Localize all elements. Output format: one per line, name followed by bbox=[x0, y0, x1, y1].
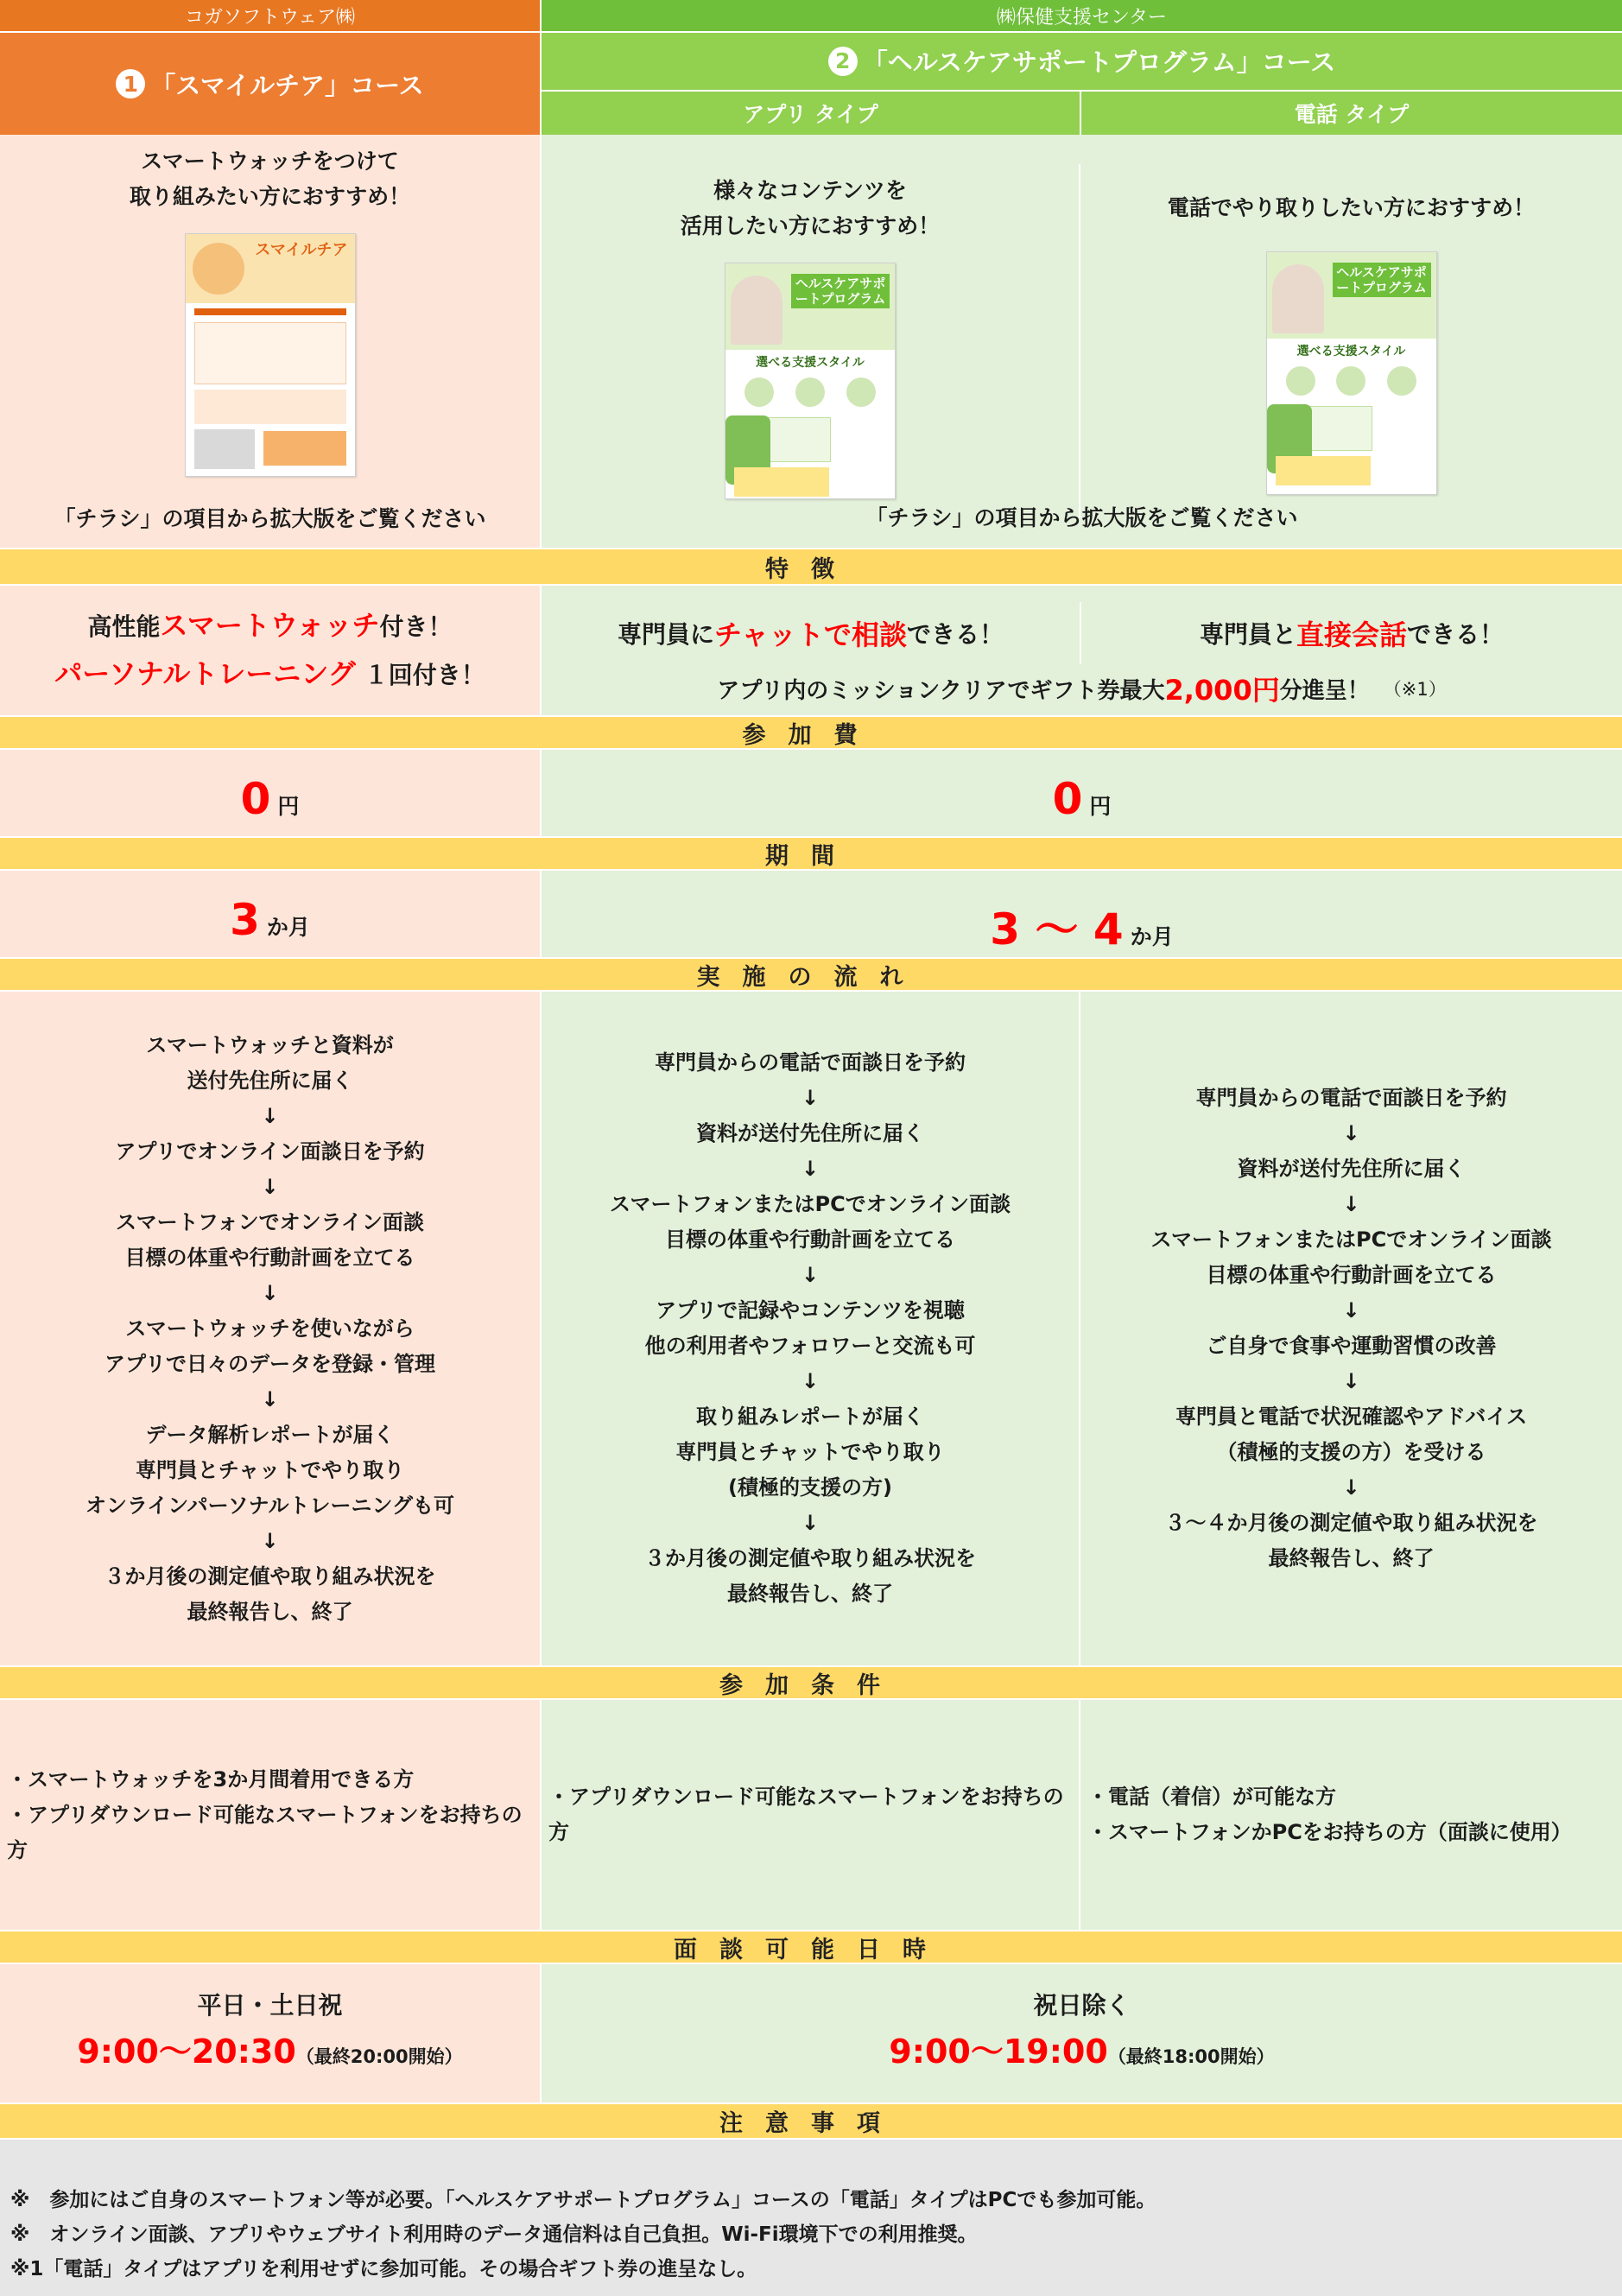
period-c2-value: 3 ～ 4 bbox=[990, 904, 1124, 955]
flow-step: 最終報告し、終了 bbox=[187, 1599, 353, 1624]
fee-c1-value: 0 bbox=[240, 774, 271, 824]
feature-c1-line1 bbox=[87, 602, 452, 650]
condition-item: ・アプリダウンロード可能なスマートフォンをお持ちの方 bbox=[548, 1785, 1064, 1844]
flyer-note-course1: 「チラシ」の項目から拡大版をご覧ください bbox=[54, 506, 486, 531]
flyer3-photo bbox=[1272, 264, 1324, 333]
flyer1-header bbox=[186, 234, 355, 303]
note-item: ※1「電話」タイプはアプリを利用せずに参加可能。その場合ギフト券の進呈なし。 bbox=[10, 2258, 757, 2280]
flow-arrow: ↓ bbox=[1342, 1121, 1360, 1145]
flow-step: 資料が送付先住所に届く bbox=[696, 1121, 924, 1145]
note-item: ※ 参加にはご自身のスマートフォン等が必要。「ヘルスケアサポートプログラム」コースの「電話」タイプはPCでも参加可能。 bbox=[10, 2189, 1156, 2211]
provider-header-row bbox=[0, 0, 1622, 31]
feature-c1-l2-post: １回付き！ bbox=[364, 661, 485, 689]
flyer3-avatar-3 bbox=[1387, 366, 1416, 396]
conditions-app-type bbox=[542, 1700, 1080, 1930]
course2-title-bar bbox=[542, 33, 1622, 90]
flyer1-title: スマイルチア bbox=[255, 241, 348, 259]
type-subheader bbox=[542, 90, 1622, 135]
flow-step: データ解析レポートが届く bbox=[145, 1422, 395, 1447]
feature-c3-post: できる！ bbox=[1407, 620, 1505, 649]
features-row bbox=[0, 586, 1622, 715]
flyer2-avatar-1 bbox=[744, 377, 774, 407]
flyer2-avatar-2 bbox=[795, 377, 825, 407]
flyer2-photo bbox=[731, 276, 782, 345]
course1-title-cell bbox=[0, 31, 542, 135]
flow-step: 最終報告し、終了 bbox=[1268, 1546, 1435, 1570]
feature-c1-l2-highlight: パーソナルトレーニング bbox=[54, 657, 356, 690]
flow-arrow: ↓ bbox=[261, 1528, 279, 1553]
feature-gift-post: 分進呈！ bbox=[1279, 677, 1370, 704]
flow-arrow: ↓ bbox=[261, 1280, 279, 1305]
intro-row bbox=[0, 135, 1622, 548]
feature-c2-highlight: チャットで相談 bbox=[713, 618, 908, 651]
flow-list-phone bbox=[1150, 1081, 1551, 1576]
flow-step: 目標の体重や行動計画を立てる bbox=[1206, 1263, 1497, 1287]
intro-c1-line1: スマートウォッチをつけて bbox=[141, 149, 399, 174]
flow-step: 取り組みレポートが届く bbox=[696, 1405, 924, 1429]
flow-list-course1 bbox=[86, 1028, 454, 1630]
feature-gift-note: （※1） bbox=[1383, 679, 1447, 700]
conditions-row bbox=[0, 1700, 1622, 1930]
hours-row bbox=[0, 1964, 1622, 2103]
flow-step: オンラインパーソナルトレーニングも可 bbox=[86, 1493, 454, 1518]
feature-c1-l1-highlight: スマートウォッチ bbox=[160, 609, 380, 642]
conditions-list-app bbox=[548, 1779, 1079, 1850]
flow-step: 専門員とチャットでやり取り bbox=[135, 1457, 405, 1482]
condition-item: ・スマートフォンかPCをお持ちの方（面談に使用） bbox=[1087, 1820, 1572, 1844]
flow-arrow: ↓ bbox=[801, 1263, 820, 1287]
intro-c1-line2: 取り組みたい方におすすめ！ bbox=[129, 184, 411, 209]
flow-step: ３～４か月後の測定値や取り組み状況を bbox=[1164, 1511, 1538, 1535]
condition-item: ・電話（着信）が可能な方 bbox=[1087, 1785, 1336, 1809]
flow-phone-type bbox=[1080, 992, 1622, 1665]
flow-step: (積極的支援の方) bbox=[728, 1475, 892, 1500]
feature-c2-pre: 専門員に bbox=[617, 620, 714, 649]
hours-course1 bbox=[0, 1964, 542, 2103]
period-c1-value: 3 bbox=[230, 895, 260, 945]
flyer3-avatars bbox=[1276, 366, 1428, 401]
flow-app-type bbox=[542, 992, 1080, 1665]
flow-arrow: ↓ bbox=[1342, 1369, 1360, 1393]
type-phone-label: 電話 タイプ bbox=[1081, 92, 1622, 135]
intro-phone-type bbox=[1080, 164, 1622, 518]
condition-item: ・アプリダウンロード可能なスマートフォンをお持ちの方 bbox=[7, 1802, 523, 1862]
fee-row bbox=[0, 750, 1622, 836]
flow-step: スマートフォンでオンライン面談 bbox=[116, 1209, 424, 1234]
flyer2-avatar-3 bbox=[846, 377, 876, 407]
flow-step: アプリで日々のデータを登録・管理 bbox=[104, 1351, 436, 1376]
flow-step: ３か月後の測定値や取り組み状況を bbox=[104, 1563, 436, 1589]
feature-c2-post: できる！ bbox=[907, 620, 1004, 649]
flyer3-title: ヘルスケアサポートプログラム bbox=[1333, 263, 1431, 297]
flyer1-rule bbox=[194, 308, 346, 315]
intro-course1 bbox=[0, 135, 542, 548]
period-course2 bbox=[542, 871, 1622, 957]
intro-course2 bbox=[542, 135, 1622, 548]
feature-c3-highlight: 直接会話 bbox=[1296, 618, 1407, 651]
period-c2-unit: か月 bbox=[1130, 924, 1174, 949]
flow-step: 専門員からの電話で面談日を予約 bbox=[655, 1050, 966, 1075]
flow-step: スマートウォッチと資料が bbox=[146, 1032, 394, 1057]
course-title-row bbox=[0, 31, 1622, 135]
period-c1-unit: か月 bbox=[266, 915, 310, 940]
flow-step: アプリで記録やコンテンツを視聴 bbox=[656, 1298, 965, 1322]
hours-course2 bbox=[542, 1964, 1622, 2103]
intro-c2-line1: 様々なコンテンツを bbox=[713, 178, 907, 203]
flow-step: （積極的支援の方）を受ける bbox=[1216, 1440, 1486, 1464]
flow-step: スマートフォンまたはPCでオンライン面談 bbox=[609, 1192, 1011, 1216]
hours-c1-time: 9:00～20:30 bbox=[77, 2033, 296, 2071]
period-row bbox=[0, 871, 1622, 957]
course1-title: 「スマイルチア」コース bbox=[150, 70, 424, 100]
notes-block bbox=[0, 2140, 1622, 2296]
flyer3-gift-block bbox=[1276, 456, 1371, 485]
hours-c2-days: 祝日除く bbox=[1033, 1991, 1131, 2020]
flow-arrow: ↓ bbox=[261, 1174, 279, 1199]
flyer-smilecheer-thumbnail[interactable] bbox=[185, 233, 356, 477]
flyer-note-course2: 「チラシ」の項目から拡大版をご覧ください bbox=[865, 505, 1298, 530]
intro-c3-line1: 電話でやり取りしたい方におすすめ！ bbox=[1167, 195, 1536, 220]
flow-arrow: ↓ bbox=[801, 1157, 820, 1181]
hours-c1-days: 平日・土日祝 bbox=[197, 1991, 343, 2020]
flow-step: 専門員からの電話で面談日を予約 bbox=[1195, 1086, 1507, 1110]
conditions-list-phone bbox=[1087, 1779, 1572, 1850]
flow-row bbox=[0, 992, 1622, 1665]
section-flow: 実施の流れ bbox=[0, 957, 1622, 992]
flyer3-avatar-1 bbox=[1286, 366, 1315, 396]
fee-c2-value: 0 bbox=[1052, 774, 1083, 824]
flow-step: 専門員とチャットでやり取り bbox=[675, 1440, 945, 1464]
fee-course1 bbox=[0, 750, 542, 836]
flyer3-header bbox=[1267, 252, 1436, 339]
intro-c2-line2: 活用したい方におすすめ！ bbox=[680, 213, 941, 238]
flow-arrow: ↓ bbox=[261, 1103, 279, 1128]
fee-c1-unit: 円 bbox=[277, 794, 300, 819]
flow-arrow: ↓ bbox=[801, 1511, 820, 1535]
flyer-healthcare-app-thumbnail[interactable] bbox=[725, 263, 896, 499]
flow-arrow: ↓ bbox=[801, 1369, 820, 1393]
flow-list-app bbox=[610, 1045, 1011, 1612]
course2-number-badge: 2 bbox=[828, 47, 858, 76]
section-fee: 参加費 bbox=[0, 715, 1622, 750]
flow-arrow: ↓ bbox=[1342, 1192, 1360, 1216]
flow-arrow: ↓ bbox=[261, 1386, 279, 1411]
hours-c2-time: 9:00～19:00 bbox=[889, 2033, 1108, 2071]
flow-step: 目標の体重や行動計画を立てる bbox=[124, 1245, 415, 1270]
flow-step: 目標の体重や行動計画を立てる bbox=[665, 1227, 955, 1252]
flow-course1 bbox=[0, 992, 542, 1665]
conditions-list-course1 bbox=[7, 1762, 540, 1868]
flyer-healthcare-phone-thumbnail[interactable] bbox=[1266, 251, 1437, 495]
flyer3-subtitle: 選べる支援スタイル bbox=[1296, 345, 1406, 358]
provider2-label: ㈱保健支援センター bbox=[542, 0, 1622, 31]
period-course1 bbox=[0, 871, 542, 957]
feature-gift-pre: アプリ内のミッションクリアでギフト券最大 bbox=[717, 677, 1165, 704]
feature-app bbox=[542, 602, 1081, 664]
flow-step: 資料が送付先住所に届く bbox=[1237, 1157, 1466, 1181]
feature-c1-l1-post: 付き！ bbox=[379, 612, 453, 641]
flow-step: アプリでオンライン面談日を予約 bbox=[115, 1138, 425, 1164]
feature-gift-highlight: 2,000円 bbox=[1164, 674, 1280, 707]
hours-c1-time-line bbox=[77, 2027, 462, 2083]
features-course2 bbox=[542, 586, 1622, 715]
hours-c1-note: （最終20:00開始） bbox=[295, 2046, 463, 2067]
flow-step: 最終報告し、終了 bbox=[727, 1582, 893, 1606]
feature-phone bbox=[1081, 602, 1622, 664]
flow-arrow: ↓ bbox=[1342, 1298, 1360, 1322]
flyer2-gift-block bbox=[734, 467, 829, 497]
feature-gift bbox=[542, 664, 1622, 713]
feature-c1-line2 bbox=[54, 650, 485, 699]
hours-c2-time-line bbox=[889, 2027, 1274, 2083]
intro-course2-columns bbox=[542, 164, 1622, 518]
conditions-course1 bbox=[0, 1700, 542, 1930]
features-course1 bbox=[0, 586, 542, 715]
features-course2-top bbox=[542, 602, 1622, 664]
course1-number-badge: 1 bbox=[116, 69, 145, 98]
flow-step: 専門員と電話で状況確認やアドバイス bbox=[1175, 1405, 1528, 1429]
notes-list bbox=[10, 2183, 1622, 2286]
flow-step: 送付先住所に届く bbox=[187, 1068, 353, 1093]
flyer1-body-block-2 bbox=[194, 390, 346, 424]
flow-step: ご自身で食事や運動習慣の改善 bbox=[1206, 1334, 1497, 1358]
flyer2-subtitle: 選べる支援スタイル bbox=[756, 356, 865, 370]
feature-c3-pre: 専門員と bbox=[1199, 620, 1296, 649]
section-conditions: 参加条件 bbox=[0, 1665, 1622, 1700]
condition-item: ・スマートウォッチを3か月間着用できる方 bbox=[7, 1766, 415, 1792]
flyer1-illustration bbox=[193, 243, 244, 295]
flyer2-header bbox=[725, 263, 895, 350]
note-item: ※ オンライン面談、アプリやウェブサイト利用時のデータ通信料は自己負担。Wi-Fi環境下での利用推奨。 bbox=[10, 2223, 978, 2246]
flyer1-badge-block bbox=[263, 431, 346, 466]
intro-app-type bbox=[542, 164, 1080, 518]
flow-step: 他の利用者やフォロワーと交流も可 bbox=[644, 1334, 976, 1358]
section-hours: 面談可能日時 bbox=[0, 1930, 1622, 1964]
section-notes: 注意事項 bbox=[0, 2103, 1622, 2140]
hours-c2-note: （最終18:00開始） bbox=[1107, 2046, 1275, 2067]
flow-arrow: ↓ bbox=[801, 1086, 820, 1110]
fee-course2 bbox=[542, 750, 1622, 836]
flyer1-body-block bbox=[194, 322, 346, 384]
flow-step: スマートフォンまたはPCでオンライン面談 bbox=[1150, 1227, 1552, 1252]
type-app-label: アプリ タイプ bbox=[542, 92, 1081, 135]
flyer3-avatar-2 bbox=[1336, 366, 1365, 396]
section-period: 期間 bbox=[0, 836, 1622, 871]
section-features: 特徴 bbox=[0, 548, 1622, 586]
flyer2-title: ヘルスケアサポートプログラム bbox=[791, 274, 890, 308]
course2-title: 「ヘルスケアサポートプログラム」コース bbox=[862, 48, 1336, 78]
course2-title-cell bbox=[542, 31, 1622, 135]
flyer2-avatars bbox=[734, 377, 886, 412]
conditions-phone-type bbox=[1080, 1700, 1622, 1930]
flow-step: スマートウォッチを使いながら bbox=[125, 1316, 415, 1341]
flow-arrow: ↓ bbox=[1342, 1475, 1360, 1500]
flow-step: ３か月後の測定値や取り組み状況を bbox=[644, 1546, 976, 1570]
flyer1-photo bbox=[194, 429, 255, 469]
provider1-label: コガソフトウェア㈱ bbox=[0, 0, 542, 31]
feature-c1-l1-pre: 高性能 bbox=[87, 612, 161, 641]
fee-c2-unit: 円 bbox=[1089, 794, 1112, 819]
